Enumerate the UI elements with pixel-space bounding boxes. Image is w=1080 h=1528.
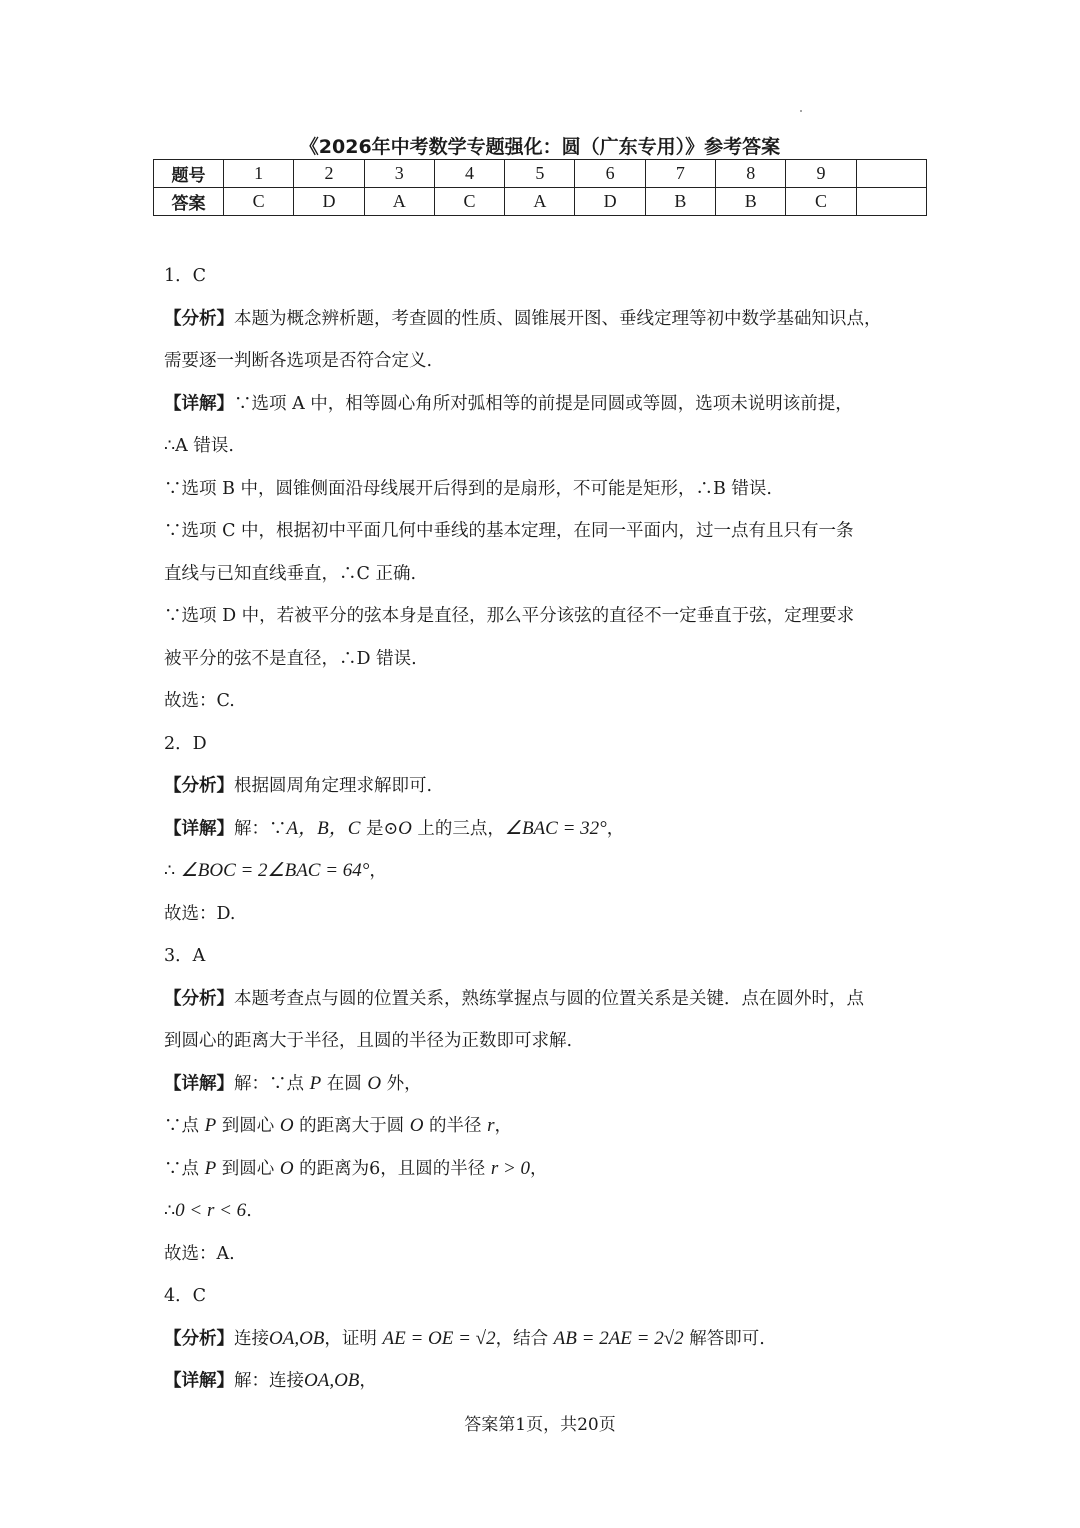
detail-text: 解：∵ <box>234 818 287 839</box>
analysis-text: 连接 <box>234 1328 269 1349</box>
math-expr: P <box>204 1157 217 1179</box>
detail-text: ， <box>369 861 387 881</box>
detail-line: ∴A 错误. <box>164 436 234 456</box>
detail-text: . <box>246 1201 252 1221</box>
table-cell: B <box>645 188 715 216</box>
analysis-text: 根据圆周角定理求解即可. <box>234 776 433 796</box>
detail-text: ∵点 <box>164 1158 205 1179</box>
analysis-tag: 【分析】 <box>164 1328 234 1349</box>
analysis-line <box>164 978 934 1021</box>
choose-line: 故选：D. <box>164 903 236 924</box>
detail-line <box>164 1190 934 1233</box>
detail-line: ∵选项 D 中，若被平分的弦本身是直径，那么平分该弦的直径不一定垂直于弦，定理要求 <box>164 606 855 626</box>
detail-text: ， <box>359 1371 377 1391</box>
question-number: 3．A <box>164 946 206 966</box>
math-expr: P <box>204 1115 217 1136</box>
analysis-text: 本题为概念辨析题，考查圆的性质、圆锥展开图、垂线定理等初中数学基础知识点， <box>234 308 882 329</box>
detail-text: 解：连接 <box>234 1371 304 1391</box>
detail-line <box>164 1063 934 1106</box>
table-cell <box>856 188 926 216</box>
math-expr: AB = 2AE = 2√2 <box>553 1327 684 1349</box>
detail-line: ∵选项 B 中，圆锥侧面沿母线展开后得到的是扇形，不可能是矩形，∴B 错误. <box>164 478 772 499</box>
table-cell: D <box>575 188 645 216</box>
detail-text: 上的三点， <box>411 818 505 839</box>
answer-content <box>164 255 934 1403</box>
detail-text: ∴ <box>164 861 181 881</box>
detail-text: 外， <box>381 1073 422 1094</box>
math-expr: AE = OE = √2 <box>382 1327 496 1349</box>
table-cell: 8 <box>716 160 786 188</box>
table-cell: C <box>434 188 504 216</box>
question-number: 4．C <box>164 1286 207 1306</box>
detail-text: ， <box>530 1158 548 1179</box>
scan-speck <box>800 110 802 112</box>
table-head-answer: 答案 <box>154 188 224 216</box>
choose-line: 故选：C. <box>164 691 235 711</box>
math-expr: P <box>309 1072 322 1094</box>
detail-line <box>164 808 934 851</box>
detail-text: ∵选项 A 中，相等圆心角所对弧相等的前提是同圆或等圆，选项未说明该前提， <box>234 393 853 414</box>
table-cell: 7 <box>645 160 715 188</box>
analysis-tag: 【分析】 <box>164 776 234 796</box>
table-cell: 4 <box>434 160 504 188</box>
table-cell <box>856 160 926 188</box>
detail-text: 到圆心 <box>216 1158 280 1179</box>
table-cell: A <box>364 188 434 216</box>
detail-text: 在圆 <box>321 1073 368 1094</box>
analysis-line <box>164 765 934 808</box>
math-expr: ∠BOC = 2∠BAC = 64° <box>180 860 370 881</box>
analysis-text: ，证明 <box>324 1328 383 1349</box>
math-expr: OA,OB <box>269 1327 325 1349</box>
question-number: 2．D <box>164 733 207 754</box>
detail-text: 的距离为6，且圆的半径 <box>293 1158 491 1179</box>
math-expr: OA,OB <box>304 1370 360 1391</box>
detail-line <box>164 383 934 426</box>
page-footer: 答案第1页，共20页 <box>464 1415 616 1435</box>
detail-text: ， <box>606 818 625 839</box>
detail-line: ∵选项 C 中，根据初中平面几何中垂线的基本定理，在同一平面内，过一点有且只有一条 <box>164 521 854 541</box>
choose-line: 故选：A. <box>164 1243 235 1264</box>
analysis-line: 需要逐一判断各选项是否符合定义. <box>164 351 433 371</box>
detail-line <box>164 1360 934 1403</box>
table-cell: D <box>294 188 364 216</box>
detail-line <box>164 1148 934 1191</box>
question-number: 1．C <box>164 266 207 286</box>
detail-text: ∵点 <box>164 1116 205 1136</box>
math-expr: A，B，C <box>286 817 361 839</box>
analysis-text: 解答即可. <box>683 1328 765 1349</box>
analysis-text: 本题考查点与圆的位置关系，熟练掌握点与圆的位置关系是关键．点在圆外时，点 <box>234 988 864 1009</box>
table-cell: C <box>786 188 856 216</box>
detail-tag: 【详解】 <box>164 393 234 414</box>
detail-line: 被平分的弦不是直径，∴D 错误. <box>164 648 417 669</box>
answer-table <box>153 159 927 216</box>
table-cell: 6 <box>575 160 645 188</box>
table-cell: 1 <box>224 160 294 188</box>
detail-tag: 【详解】 <box>164 1371 234 1391</box>
table-row-numbers <box>154 160 927 188</box>
detail-text: ， <box>494 1116 512 1136</box>
detail-line <box>164 1105 934 1148</box>
analysis-tag: 【分析】 <box>164 308 234 329</box>
math-expr: r > 0 <box>490 1157 531 1179</box>
detail-text: ∴ <box>164 1201 176 1221</box>
table-head-number: 题号 <box>154 160 224 188</box>
math-expr: O <box>279 1157 294 1179</box>
detail-tag: 【详解】 <box>164 1073 234 1094</box>
detail-line: 直线与已知直线垂直，∴C 正确. <box>164 563 417 584</box>
table-cell: C <box>224 188 294 216</box>
detail-text: 的距离大于圆 <box>293 1116 410 1136</box>
detail-text: 的半径 <box>423 1116 488 1136</box>
math-expr: O <box>398 817 412 839</box>
table-cell: 2 <box>294 160 364 188</box>
table-row-answers <box>154 188 927 216</box>
analysis-tag: 【分析】 <box>164 988 234 1009</box>
math-expr: 0 < r < 6 <box>175 1200 247 1221</box>
detail-text: 是⊙ <box>360 818 399 839</box>
math-expr: ∠BAC = 32° <box>504 817 607 839</box>
analysis-line <box>164 298 934 341</box>
table-cell: B <box>716 188 786 216</box>
analysis-line: 到圆心的距离大于半径，且圆的半径为正数即可求解. <box>164 1031 573 1051</box>
detail-tag: 【详解】 <box>164 818 234 839</box>
table-cell: 9 <box>786 160 856 188</box>
detail-text: 到圆心 <box>216 1116 280 1136</box>
detail-text: 解：∵点 <box>234 1073 310 1094</box>
detail-line <box>164 850 934 893</box>
table-cell: 3 <box>364 160 434 188</box>
math-expr: O <box>409 1115 424 1136</box>
math-expr: O <box>279 1115 294 1136</box>
analysis-text: ，结合 <box>495 1328 554 1349</box>
math-expr: r <box>487 1115 495 1136</box>
analysis-line <box>164 1318 934 1361</box>
table-cell: 5 <box>505 160 575 188</box>
table-cell: A <box>505 188 575 216</box>
math-expr: O <box>367 1072 382 1094</box>
page-title: 《2026年中考数学专题强化：圆（广东专用）》参考答案 <box>299 136 781 158</box>
